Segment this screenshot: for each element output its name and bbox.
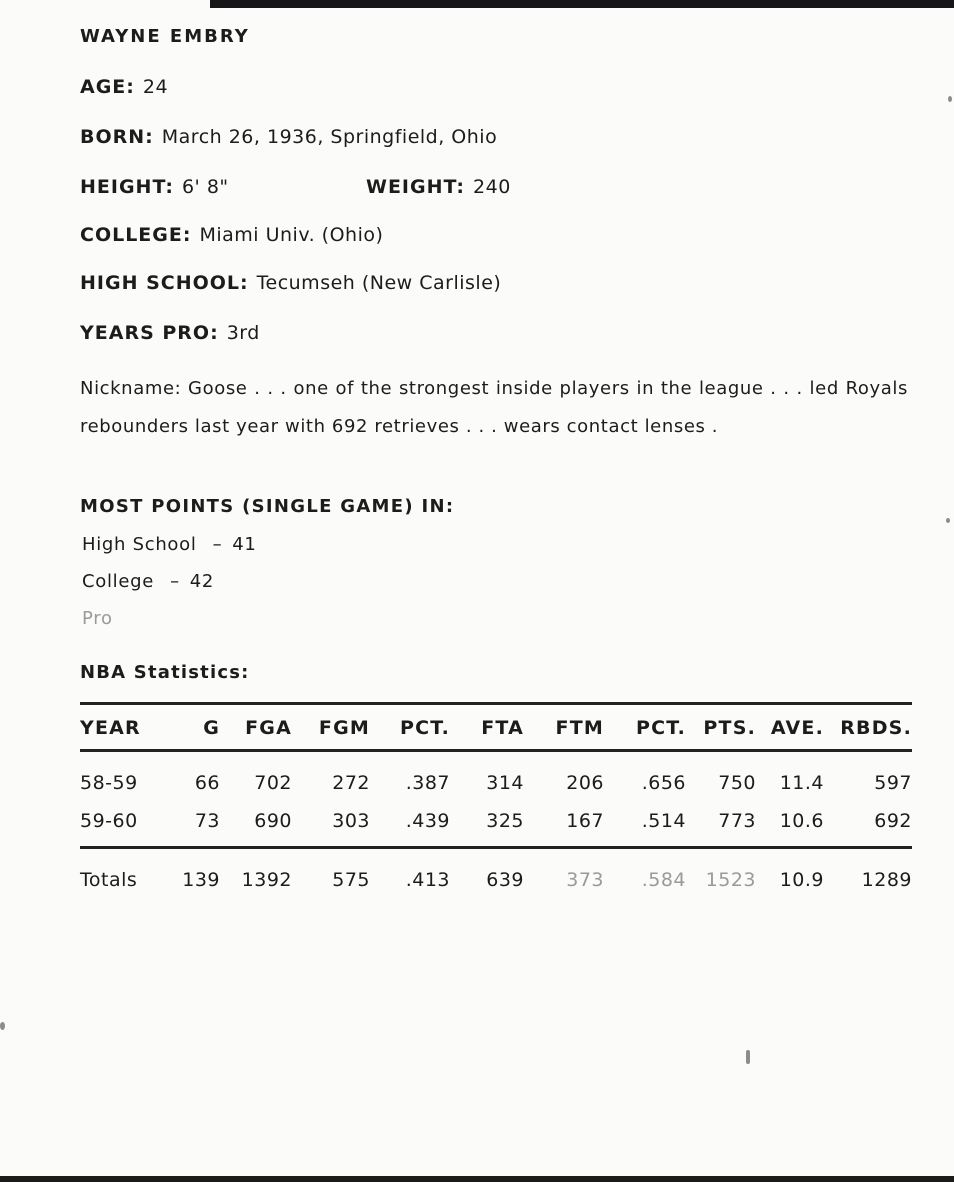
table-cell: 10.6 [779, 810, 824, 832]
table-cell: 750 [718, 772, 756, 794]
table-cell: 692 [874, 810, 912, 832]
totals-cell: 139 [182, 869, 220, 891]
born-row [80, 126, 497, 148]
col-header: FTA [481, 717, 524, 739]
dash-separator: – [170, 571, 180, 592]
table-cell: 314 [486, 772, 524, 794]
dash-separator: – [212, 534, 223, 555]
most-points-heading: MOST POINTS (SINGLE GAME) IN: [80, 496, 455, 517]
weight-label: WEIGHT: [366, 176, 466, 198]
college-row [80, 224, 383, 246]
print-speck [946, 518, 950, 523]
table-cell: 303 [332, 810, 370, 832]
col-header: RBDS. [840, 717, 912, 739]
table-cell: 66 [194, 772, 220, 794]
height-weight-row [80, 176, 511, 198]
age-label: AGE: [80, 76, 135, 98]
player-name: WAYNE EMBRY [80, 26, 250, 47]
age-row [80, 76, 168, 98]
table-cell: 167 [566, 810, 604, 832]
stats-table [80, 702, 912, 903]
most-points-item [82, 534, 257, 555]
col-header: FTM [555, 717, 604, 739]
weight-group [366, 176, 511, 198]
table-cell: .656 [641, 772, 686, 794]
table-cell: 73 [194, 810, 220, 832]
born-value: March 26, 1936, Springfield, Ohio [161, 126, 498, 148]
height-label: HEIGHT: [80, 176, 174, 198]
most-points-label: High School [82, 534, 197, 555]
col-header: PTS. [703, 717, 756, 739]
most-points-item [82, 608, 113, 629]
bio-paragraph: Nickname: Goose . . . one of the strongest inside players in the league . . . led Royals rebounders last year with 692 retrieves . . . wears contact lenses . [80, 378, 908, 437]
table-cell: 272 [332, 772, 370, 794]
totals-cell: 1392 [241, 869, 292, 891]
height-value: 6' 8" [181, 176, 229, 198]
col-header: FGA [245, 717, 292, 739]
print-speck [948, 96, 952, 102]
table-cell: 597 [874, 772, 912, 794]
most-points-label: College [82, 571, 155, 592]
table-cell: 702 [254, 772, 292, 794]
born-label: BORN: [80, 126, 154, 148]
table-cell: 59-60 [80, 810, 138, 832]
totals-cell: 373 [566, 869, 604, 891]
college-value: Miami Univ. (Ohio) [199, 224, 384, 246]
table-row [80, 752, 912, 802]
high-school-row [80, 272, 501, 294]
totals-row [80, 849, 912, 903]
high-school-label: HIGH SCHOOL: [80, 272, 249, 294]
table-cell: 58-59 [80, 772, 138, 794]
most-points-value: 41 [232, 534, 257, 555]
table-cell: .387 [405, 772, 450, 794]
stats-header-row [80, 705, 912, 749]
table-cell: 690 [254, 810, 292, 832]
table-cell: 325 [486, 810, 524, 832]
table-row [80, 802, 912, 840]
years-pro-value: 3rd [226, 322, 260, 344]
college-label: COLLEGE: [80, 224, 192, 246]
totals-cell: 639 [486, 869, 524, 891]
card-bottom-edge [0, 1176, 954, 1182]
totals-cell: 1289 [861, 869, 912, 891]
card-top-edge [210, 0, 954, 8]
totals-cell: .584 [641, 869, 686, 891]
col-header: PCT. [400, 717, 450, 739]
print-speck [0, 1022, 5, 1030]
col-header: FGM [318, 717, 370, 739]
totals-cell: Totals [80, 869, 138, 891]
col-header: AVE. [770, 717, 824, 739]
table-cell: 11.4 [779, 772, 824, 794]
most-points-label: Pro [82, 608, 113, 629]
years-pro-label: YEARS PRO: [80, 322, 219, 344]
totals-cell: 575 [332, 869, 370, 891]
totals-cell: .413 [405, 869, 450, 891]
table-cell: .439 [405, 810, 450, 832]
totals-cell: 1523 [705, 869, 756, 891]
table-cell: 773 [718, 810, 756, 832]
col-header: YEAR [80, 717, 141, 739]
high-school-value: Tecumseh (New Carlisle) [256, 272, 502, 294]
table-cell: .514 [641, 810, 686, 832]
col-header: G [203, 717, 220, 739]
years-pro-row [80, 322, 260, 344]
table-cell: 206 [566, 772, 604, 794]
stats-heading: NBA Statistics: [80, 662, 250, 683]
weight-value: 240 [473, 176, 511, 198]
totals-cell: 10.9 [779, 869, 824, 891]
age-value: 24 [142, 76, 169, 98]
col-header: PCT. [636, 717, 686, 739]
print-speck [746, 1050, 750, 1064]
most-points-value: 42 [189, 571, 215, 592]
most-points-item [82, 571, 214, 592]
